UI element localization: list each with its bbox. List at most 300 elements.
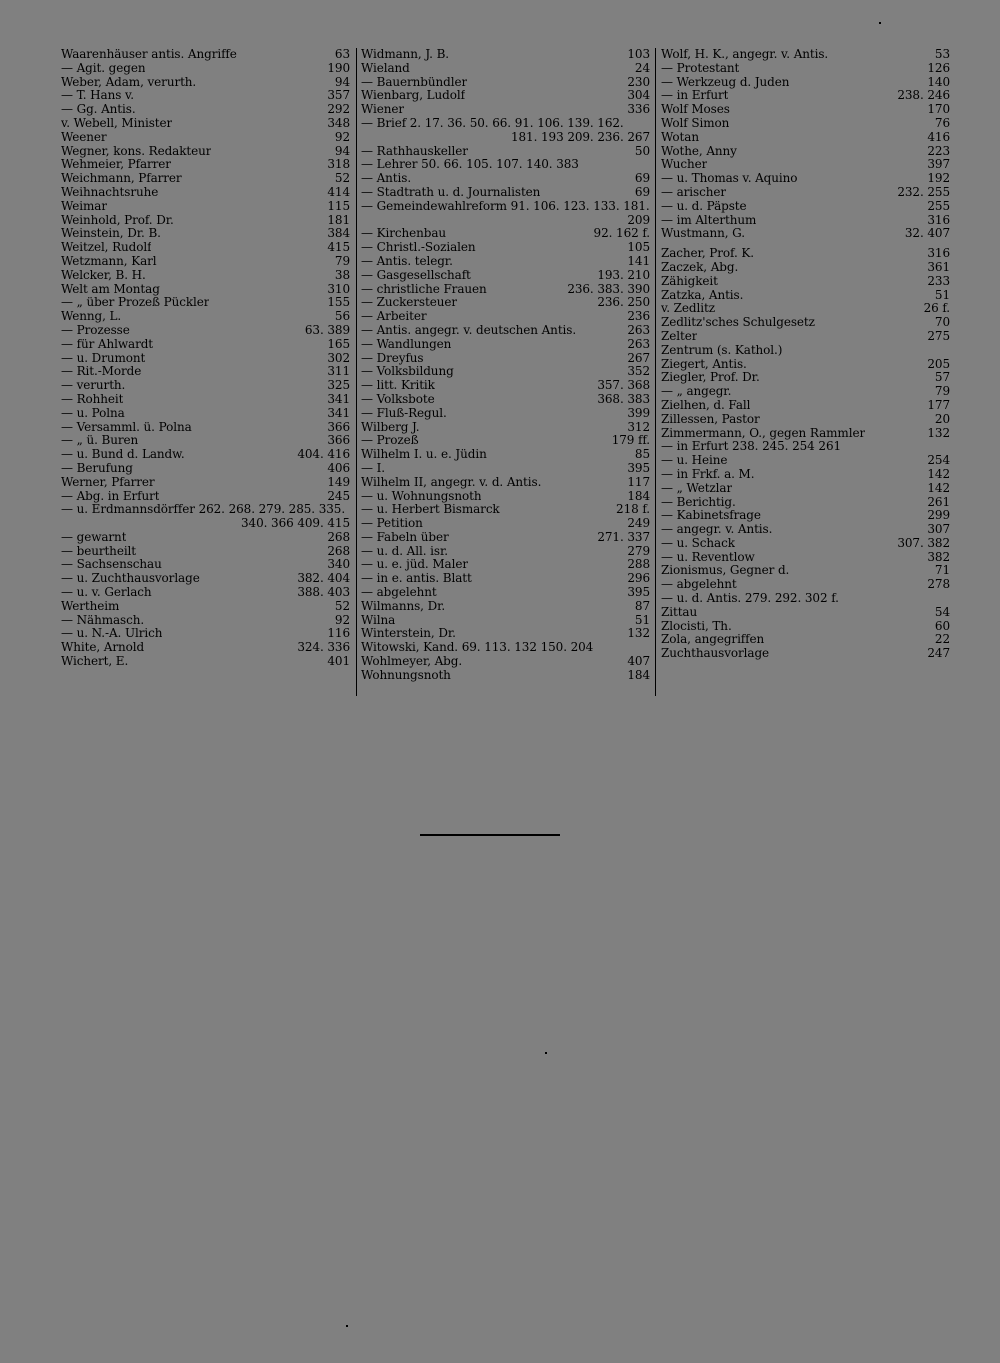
index-entry	[61, 172, 350, 186]
entry-term: Zuchthausvorlage	[661, 647, 770, 661]
entry-term: Zatzka, Antis.	[661, 288, 744, 302]
entry-term: — u. Zuchthausvorlage	[61, 572, 200, 586]
index-entry	[661, 523, 950, 537]
index-entry	[61, 324, 350, 338]
entry-pages: 278	[927, 578, 950, 592]
entry-term: — gewarnt	[61, 530, 127, 544]
index-entry	[361, 490, 650, 504]
index-entry	[361, 462, 650, 476]
index-entry	[661, 413, 950, 427]
index-entry	[361, 448, 650, 462]
entry-pages: 324. 336	[297, 641, 350, 655]
entry-pages: 103	[627, 48, 650, 61]
entry-term: — „ angegr.	[661, 385, 732, 399]
entry-term: — u. d. All. isr.	[361, 544, 448, 558]
index-entry	[61, 186, 350, 200]
entry-term: Witowski, Kand. 69. 113. 132 150. 204	[361, 641, 594, 655]
entry-term: — Antis. telegr.	[361, 254, 453, 268]
entry-term: — christliche Frauen	[361, 282, 487, 296]
index-entry	[61, 269, 350, 283]
index-entry	[361, 531, 650, 545]
index-column-2	[361, 48, 650, 683]
entry-pages: 52	[334, 172, 350, 186]
index-entry	[61, 448, 350, 462]
entry-pages: 307. 382	[897, 536, 950, 550]
entry-pages: 177	[927, 398, 950, 412]
index-entry	[661, 89, 950, 103]
entry-term: Widmann, J. B.	[361, 48, 450, 61]
index-entry	[61, 517, 350, 531]
index-entry	[361, 476, 650, 490]
entry-term: — Versamml. ü. Polna	[61, 420, 192, 434]
entry-term: Wilmanns, Dr.	[361, 599, 446, 613]
index-entry	[361, 296, 650, 310]
index-entry	[61, 62, 350, 76]
entry-term: — Christl.-Sozialen	[361, 241, 476, 255]
entry-pages: 56	[334, 310, 350, 324]
entry-pages: 87	[634, 599, 650, 613]
index-entry	[661, 633, 950, 647]
entry-pages: 76	[934, 116, 950, 130]
entry-pages: 368. 383	[597, 392, 650, 406]
entry-term: — Petition	[361, 517, 423, 531]
entry-pages: 94	[334, 75, 350, 89]
index-entry	[661, 620, 950, 634]
entry-term: — u. Thomas v. Aquino	[661, 172, 798, 186]
index-entry	[61, 352, 350, 366]
entry-term: Waarenhäuser antis. Angriffe	[61, 48, 237, 61]
entry-term: Wieland	[361, 61, 410, 75]
index-entry	[661, 275, 950, 289]
index-entry	[661, 289, 950, 303]
index-entry	[61, 572, 350, 586]
entry-pages: 92	[334, 613, 350, 627]
speck	[346, 1325, 348, 1327]
entry-pages: 255	[927, 199, 950, 213]
entry-term: Weinstein, Dr. B.	[61, 227, 161, 241]
entry-term: — u. Schack	[661, 536, 735, 550]
index-entry	[361, 407, 650, 421]
index-entry	[661, 344, 950, 358]
entry-pages: 366	[327, 420, 350, 434]
index-entry	[661, 214, 950, 228]
entry-term: — Prozesse	[61, 323, 130, 337]
index-entry	[661, 247, 950, 261]
entry-term: — Fabeln über	[361, 530, 449, 544]
index-entry	[361, 310, 650, 324]
index-entry	[661, 186, 950, 200]
index-entry	[661, 103, 950, 117]
index-column-3	[661, 48, 950, 661]
entry-pages: 209	[627, 213, 650, 227]
entry-pages: 267	[627, 351, 650, 365]
column-divider	[356, 48, 357, 696]
entry-term: — Abg. in Erfurt	[61, 489, 160, 503]
entry-pages: 406	[327, 461, 350, 475]
index-entry	[361, 352, 650, 366]
entry-term: Weitzel, Rudolf	[61, 241, 152, 255]
index-entry	[361, 434, 650, 448]
index-entry	[61, 227, 350, 241]
entry-term: — verurth.	[61, 379, 126, 393]
entry-pages: 24	[634, 61, 650, 75]
entry-pages: 316	[927, 247, 950, 261]
index-entry	[361, 131, 650, 145]
index-entry	[361, 600, 650, 614]
speck	[879, 22, 881, 24]
entry-pages: 325	[327, 379, 350, 393]
index-entry	[361, 379, 650, 393]
entry-term: — Antis. angegr. v. deutschen Antis.	[361, 323, 577, 337]
index-entry	[661, 131, 950, 145]
entry-term: — beurtheilt	[61, 544, 137, 558]
entry-term: Zaczek, Abg.	[661, 260, 739, 274]
entry-pages: 38	[334, 268, 350, 282]
index-entry	[661, 578, 950, 592]
index-entry	[61, 627, 350, 641]
entry-pages: 79	[334, 254, 350, 268]
entry-pages: 115	[327, 199, 350, 213]
index-entry	[61, 214, 350, 228]
index-entry	[61, 476, 350, 490]
entry-pages: 20	[934, 412, 950, 426]
entry-term: Wotan	[661, 130, 699, 144]
entry-term: — Protestant	[661, 61, 740, 75]
entry-term: — u. Heine	[661, 454, 728, 468]
entry-term: — im Alterthum	[661, 213, 757, 227]
entry-pages: 304	[627, 89, 650, 103]
entry-term: — Berufung	[61, 461, 133, 475]
entry-term: Wehmeier, Pfarrer	[61, 158, 171, 172]
entry-pages: 54	[934, 605, 950, 619]
index-entry	[361, 669, 650, 683]
entry-term: — Lehrer 50. 66. 105. 107. 140. 383	[361, 158, 579, 172]
entry-pages: 397	[927, 158, 950, 172]
entry-term: White, Arnold	[61, 641, 145, 655]
entry-term: — Gemeindewahlreform 91. 106. 123. 133. 181.	[361, 199, 650, 213]
index-entry	[661, 358, 950, 372]
index-entry	[361, 214, 650, 228]
entry-term: Wucher	[661, 158, 708, 172]
index-entry	[661, 48, 950, 62]
entry-term: — Dreyfus	[361, 351, 424, 365]
index-entry	[361, 186, 650, 200]
entry-term: — Werkzeug d. Juden	[661, 75, 790, 89]
entry-pages: 165	[327, 337, 350, 351]
index-entry	[61, 655, 350, 669]
index-entry	[361, 283, 650, 297]
entry-pages: 232. 255	[897, 185, 950, 199]
entry-pages: 357	[327, 89, 350, 103]
entry-term: — Agit. gegen	[61, 61, 146, 75]
entry-term: Wertheim	[61, 599, 120, 613]
entry-pages: 236	[627, 310, 650, 324]
index-entry	[61, 200, 350, 214]
index-entry	[661, 227, 950, 241]
entry-term: Weener	[61, 130, 107, 144]
entry-term: Wilhelm II, angegr. v. d. Antis.	[361, 475, 542, 489]
index-entry	[661, 427, 950, 441]
entry-term: Weber, Adam, verurth.	[61, 75, 197, 89]
entry-term: Wolf, H. K., angegr. v. Antis.	[661, 48, 829, 61]
entry-term: — Stadtrath u. d. Journalisten	[361, 185, 541, 199]
index-entry	[661, 261, 950, 275]
entry-pages: 233	[927, 274, 950, 288]
entry-pages: 316	[927, 213, 950, 227]
index-entry	[361, 338, 650, 352]
entry-term: — Brief 2. 17. 36. 50. 66. 91. 106. 139. 162.	[361, 116, 624, 130]
entry-term: — u. N.-A. Ulrich	[61, 627, 163, 641]
entry-pages: 261	[927, 495, 950, 509]
index-entry	[361, 269, 650, 283]
entry-term: v. Webell, Minister	[61, 116, 173, 130]
index-entry	[361, 158, 650, 172]
index-entry	[61, 117, 350, 131]
entry-pages: 192	[927, 172, 950, 186]
entry-pages: 404. 416	[297, 448, 350, 462]
index-entry	[361, 145, 650, 159]
entry-term: Wilhelm I. u. e. Jüdin	[361, 448, 487, 462]
entry-term: Wilberg J.	[361, 420, 420, 434]
entry-term: — u. Reventlow	[661, 550, 755, 564]
entry-pages: 361	[927, 260, 950, 274]
entry-pages: 307	[927, 523, 950, 537]
entry-pages: 312	[627, 420, 650, 434]
index-entry	[61, 76, 350, 90]
entry-term: — „ Wetzlar	[661, 481, 733, 495]
entry-term: — Berichtig.	[661, 495, 736, 509]
entry-pages: 26 f.	[923, 302, 950, 316]
entry-pages: 388. 403	[297, 586, 350, 600]
entry-pages: 263	[627, 323, 650, 337]
entry-pages: 310	[327, 282, 350, 296]
index-entry	[361, 421, 650, 435]
entry-term: — abgelehnt	[361, 586, 437, 600]
entry-pages: 184	[627, 489, 650, 503]
index-entry	[661, 200, 950, 214]
entry-pages: 50	[634, 144, 650, 158]
index-entry	[661, 399, 950, 413]
entry-pages: 238. 246	[897, 89, 950, 103]
entry-term: Wiener	[361, 103, 405, 117]
entry-term: — u. v. Gerlach	[61, 586, 152, 600]
entry-pages: 341	[327, 392, 350, 406]
entry-term: Zacher, Prof. K.	[661, 247, 754, 261]
entry-pages: 79	[934, 385, 950, 399]
entry-pages: 132	[627, 627, 650, 641]
entry-term: Wegner, kons. Redakteur	[61, 144, 212, 158]
entry-term: Zentrum (s. Kathol.)	[661, 343, 783, 357]
entry-term: — Volksbote	[361, 392, 435, 406]
entry-term: — Antis.	[361, 172, 412, 186]
entry-pages: 268	[327, 530, 350, 544]
entry-term: Zittau	[661, 605, 698, 619]
index-entry	[361, 103, 650, 117]
entry-term: — Bauernbündler	[361, 75, 468, 89]
index-entry	[61, 338, 350, 352]
index-entry	[61, 641, 350, 655]
index-entry	[361, 545, 650, 559]
index-entry	[661, 440, 950, 454]
entry-term: — u. Erdmannsdörffer 262. 268. 279. 285. 335.	[61, 503, 346, 517]
index-entry	[361, 365, 650, 379]
index-entry	[361, 255, 650, 269]
entry-term: — Nähmasch.	[61, 613, 145, 627]
index-entry	[361, 89, 650, 103]
index-entry	[661, 564, 950, 578]
entry-pages: 311	[327, 365, 350, 379]
entry-pages: 155	[327, 296, 350, 310]
entry-pages: 63. 389	[304, 323, 350, 337]
entry-term: — Rohheit	[61, 392, 124, 406]
entry-pages: 416	[927, 130, 950, 144]
index-entry	[61, 89, 350, 103]
entry-pages: 51	[934, 288, 950, 302]
index-entry	[61, 531, 350, 545]
index-entry	[661, 509, 950, 523]
entry-pages: 218 f.	[616, 503, 650, 517]
entry-pages: 132	[927, 426, 950, 440]
entry-pages: 230	[627, 75, 650, 89]
entry-term: — „ ü. Buren	[61, 434, 139, 448]
entry-term: — u. Herbert Bismarck	[361, 503, 500, 517]
column-divider	[655, 48, 656, 696]
entry-term: — Zuckersteuer	[361, 296, 457, 310]
index-entry	[61, 131, 350, 145]
entry-pages: 357. 368	[597, 379, 650, 393]
entry-pages: 384	[327, 227, 350, 241]
entry-pages: 85	[634, 448, 650, 462]
entry-pages: 181	[327, 213, 350, 227]
entry-term: Werner, Pfarrer	[61, 475, 155, 489]
entry-term: — Kirchenbau	[361, 227, 446, 241]
index-entry	[61, 158, 350, 172]
index-entry	[361, 227, 650, 241]
entry-term: — abgelehnt	[661, 578, 737, 592]
index-entry	[61, 558, 350, 572]
entry-pages: 193. 210	[597, 268, 650, 282]
entry-pages: 341	[327, 406, 350, 420]
entry-pages: 414	[327, 185, 350, 199]
entry-pages: 275	[927, 329, 950, 343]
index-entry	[61, 434, 350, 448]
index-entry	[61, 145, 350, 159]
entry-pages: 52	[334, 599, 350, 613]
entry-term: Weinhold, Prof. Dr.	[61, 213, 174, 227]
index-entry	[661, 302, 950, 316]
index-entry	[61, 283, 350, 297]
entry-term: — u. e. jüd. Maler	[361, 558, 468, 572]
entry-pages: 105	[627, 241, 650, 255]
index-entry	[661, 482, 950, 496]
index-entry	[61, 421, 350, 435]
index-entry	[61, 241, 350, 255]
entry-pages: 236. 250	[597, 296, 650, 310]
entry-pages: 170	[927, 103, 950, 117]
entry-term: — Gg. Antis.	[61, 103, 136, 117]
entry-pages: 94	[334, 144, 350, 158]
entry-term: — in Frkf. a. M.	[661, 467, 755, 481]
index-entry	[61, 103, 350, 117]
entry-pages: 63	[334, 48, 350, 61]
index-entry	[361, 62, 650, 76]
entry-pages: 336	[627, 103, 650, 117]
entry-term: Zlocisti, Th.	[661, 619, 732, 633]
entry-pages: 292	[327, 103, 350, 117]
index-entry	[661, 647, 950, 661]
entry-term: Wilna	[361, 613, 396, 627]
index-entry	[61, 255, 350, 269]
entry-term: Wienbarg, Ludolf	[361, 89, 465, 103]
entry-pages: 149	[327, 475, 350, 489]
entry-pages: 340. 366 409. 415	[241, 517, 350, 531]
index-entry	[661, 454, 950, 468]
entry-pages: 299	[927, 509, 950, 523]
entry-term: Winterstein, Dr.	[361, 627, 456, 641]
entry-term: Wetzmann, Karl	[61, 254, 157, 268]
entry-pages: 69	[634, 172, 650, 186]
entry-pages: 271. 337	[597, 530, 650, 544]
entry-term: Wohlmeyer, Abg.	[361, 655, 463, 669]
entry-pages: 51	[634, 613, 650, 627]
entry-term: — Wandlungen	[361, 337, 452, 351]
entry-pages: 263	[627, 337, 650, 351]
entry-pages: 69	[634, 185, 650, 199]
index-entry	[361, 48, 650, 62]
entry-pages: 141	[627, 254, 650, 268]
entry-term: Zedlitz'sches Schulgesetz	[661, 316, 815, 330]
entry-term: — u. Bund d. Landw.	[61, 448, 185, 462]
entry-pages: 53	[934, 48, 950, 61]
entry-term: Wustmann, G.	[661, 227, 745, 241]
entry-term: — I.	[361, 461, 385, 475]
entry-pages: 288	[627, 558, 650, 572]
entry-term: Zähigkeit	[661, 274, 718, 288]
entry-term: — „ über Prozeß Pückler	[61, 296, 210, 310]
entry-term: — Gasgesellschaft	[361, 268, 471, 282]
entry-term: Welcker, B. H.	[61, 268, 146, 282]
entry-term: Ziegler, Prof. Dr.	[661, 371, 760, 385]
entry-pages: 92	[334, 130, 350, 144]
index-entry	[661, 468, 950, 482]
entry-pages: 190	[327, 61, 350, 75]
entry-term: Zimmermann, O., gegen Rammler	[661, 426, 866, 440]
entry-term: Zielhen, d. Fall	[661, 398, 751, 412]
entry-pages: 254	[927, 454, 950, 468]
entry-term: v. Zedlitz	[661, 302, 715, 316]
index-entry	[361, 572, 650, 586]
entry-term: — Rathhauskeller	[361, 144, 468, 158]
index-entry	[361, 627, 650, 641]
entry-term: Wothe, Anny	[661, 144, 737, 158]
index-entry	[361, 517, 650, 531]
entry-pages: 348	[327, 116, 350, 130]
entry-pages: 279	[627, 544, 650, 558]
entry-pages: 366	[327, 434, 350, 448]
entry-pages: 223	[927, 144, 950, 158]
index-entry	[661, 606, 950, 620]
entry-term: Zillessen, Pastor	[661, 412, 760, 426]
index-entry	[61, 490, 350, 504]
entry-pages: 126	[927, 61, 950, 75]
index-entry	[661, 371, 950, 385]
index-entry	[661, 316, 950, 330]
index-entry	[361, 241, 650, 255]
entry-term: — u. d. Päpste	[661, 199, 747, 213]
index-entry	[361, 655, 650, 669]
entry-term: — für Ahlwardt	[61, 337, 154, 351]
index-entry	[661, 145, 950, 159]
